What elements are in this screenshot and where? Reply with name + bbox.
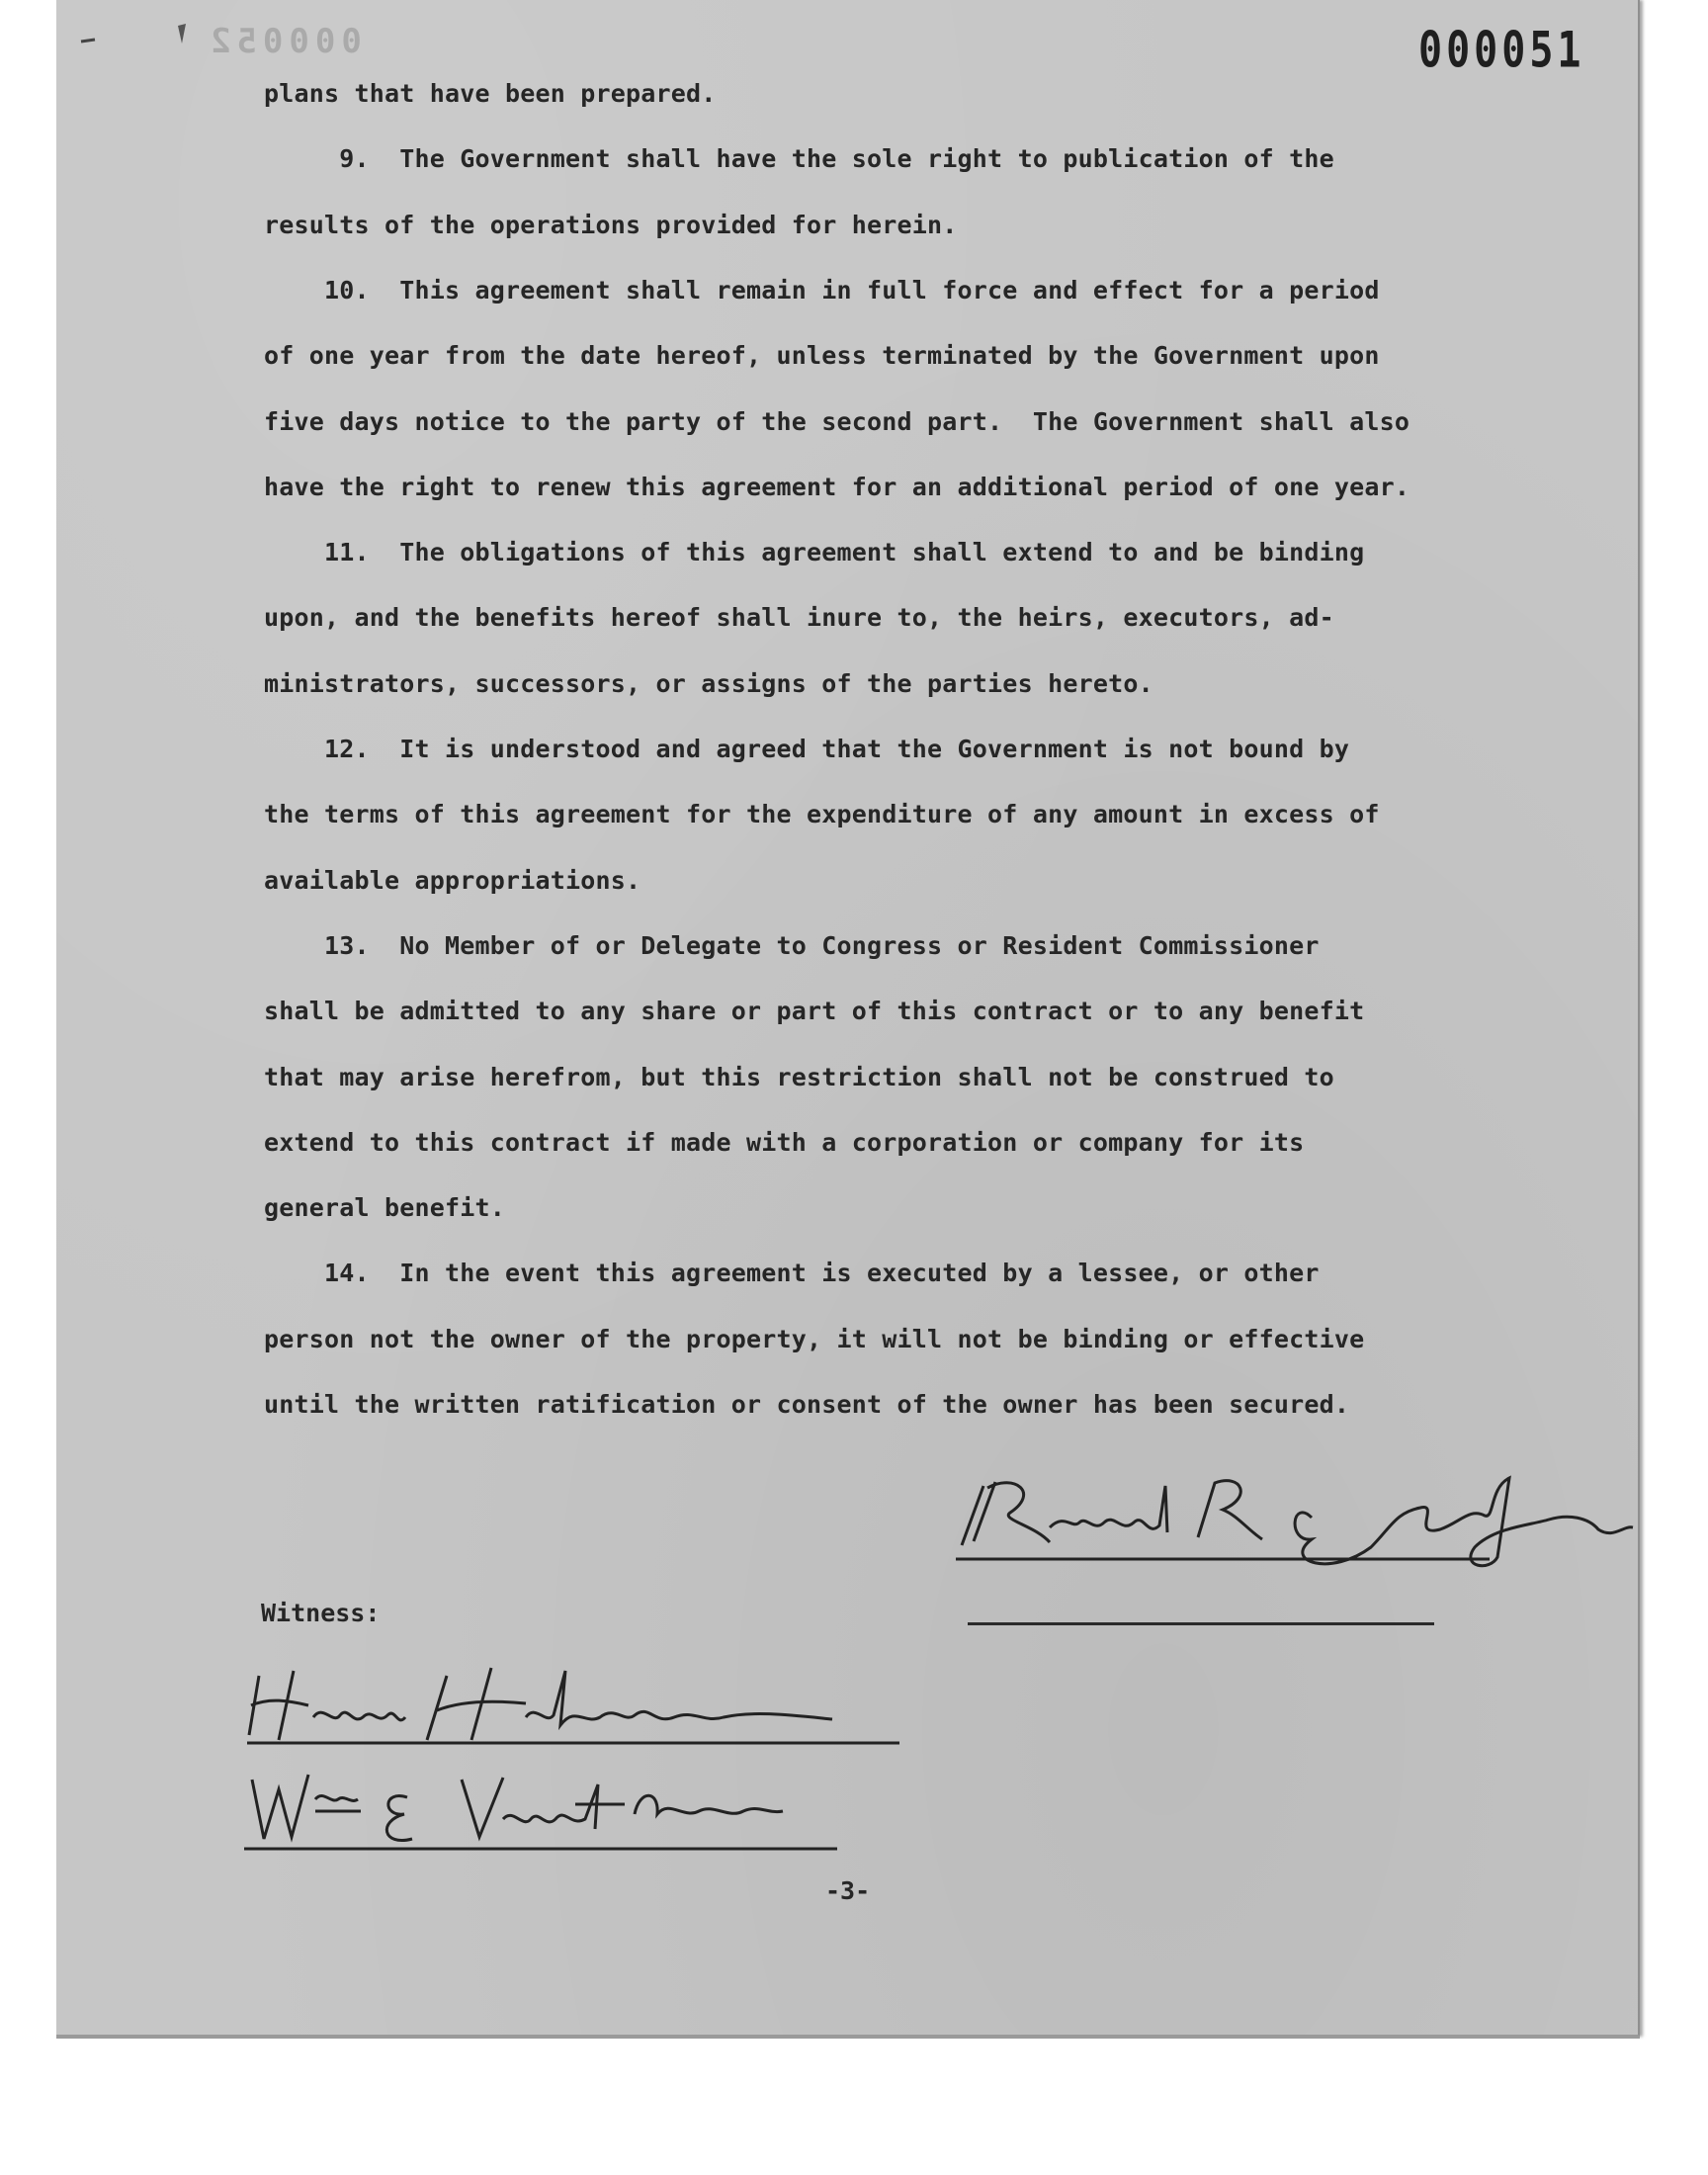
text-line: five days notice to the party of the second part. The Government shall also xyxy=(264,406,1410,436)
text-line: upon, and the benefits hereof shall inure to, the heirs, executors, ad- xyxy=(264,603,1334,633)
text-line: ministrators, successors, or assigns of the parties hereto. xyxy=(264,668,1153,698)
witness-label: Witness: xyxy=(261,1599,381,1627)
document-stamp-number: 000051 xyxy=(1418,22,1585,79)
text-line: 10. This agreement shall remain in full force and effect for a period xyxy=(264,275,1380,304)
text-line: that may arise herefrom, but this restriction shall not be construed to xyxy=(264,1062,1334,1091)
text-line: 12. It is understood and agreed that the Government is not bound by xyxy=(264,735,1350,763)
text-line: 9. The Government shall have the sole right to publication of the xyxy=(264,144,1334,174)
bleed-through-number: 000052 xyxy=(205,22,362,61)
text-line: 13. No Member of or Delegate to Congress or Resident Commissioner xyxy=(264,930,1320,960)
corner-ink-mark xyxy=(69,14,198,53)
text-line: of one year from the date hereof, unless terminated by the Government upon xyxy=(264,341,1380,371)
witness-1-signature xyxy=(239,1646,911,1755)
document-page xyxy=(56,0,1640,2037)
text-line: have the right to renew this agreement for an additional period of one year. xyxy=(264,472,1410,501)
owner-signature xyxy=(956,1468,1638,1577)
text-line: results of the operations provided for herein. xyxy=(264,210,958,239)
text-line: the terms of this agreement for the expenditure of any amount in excess of xyxy=(264,800,1380,829)
text-line: plans that have been prepared. xyxy=(264,79,717,108)
text-line: available appropriations. xyxy=(264,865,641,895)
text-line: shall be admitted to any share or part of this contract or to any benefit xyxy=(264,997,1365,1026)
witness-2-signature xyxy=(244,1760,857,1859)
text-line: 14. In the event this agreement is executed by a lessee, or other xyxy=(264,1259,1320,1288)
text-line: until the written ratification or consent of the owner has been secured. xyxy=(264,1390,1350,1419)
text-line: extend to this contract if made with a corporation or company for its xyxy=(264,1127,1305,1157)
text-line: 11. The obligations of this agreement shall extend to and be binding xyxy=(264,538,1365,567)
text-line: general benefit. xyxy=(264,1193,506,1223)
text-line: person not the owner of the property, it will not be binding or effective xyxy=(264,1324,1365,1353)
signature-line xyxy=(968,1622,1434,1625)
page-number: -3- xyxy=(825,1876,871,1905)
